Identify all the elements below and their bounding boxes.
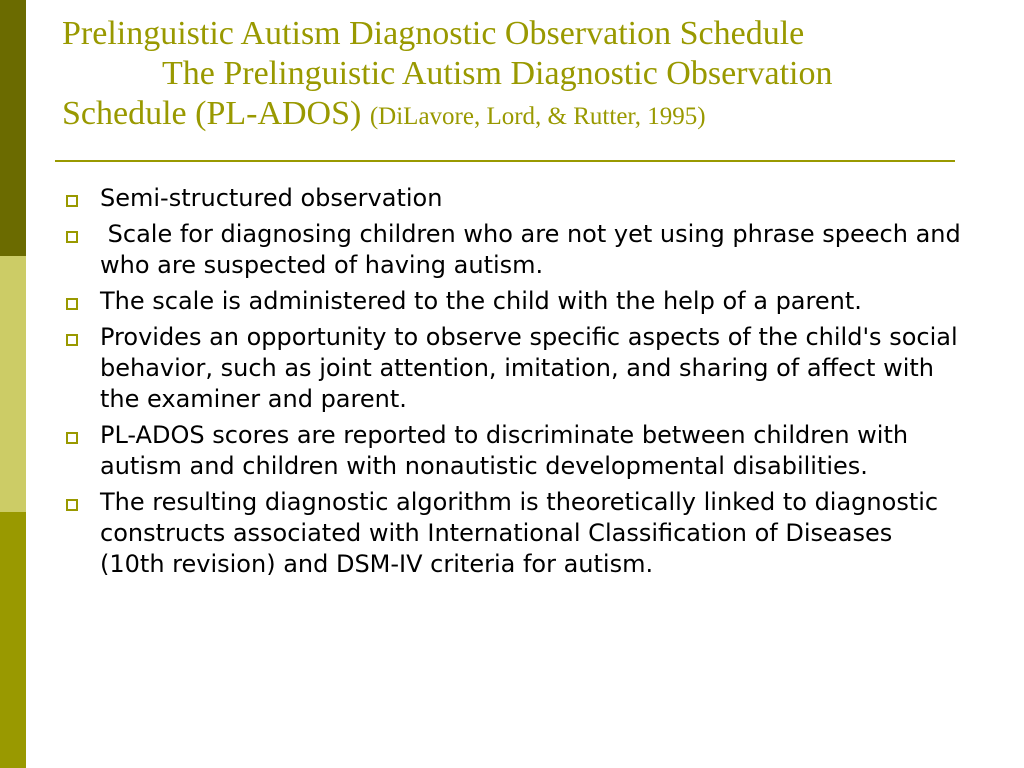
- bullet-item: [62, 286, 962, 317]
- bullet-item: [62, 420, 962, 482]
- hollow-square-icon: [66, 499, 78, 511]
- bullet-item: [62, 322, 966, 415]
- hollow-square-icon: [66, 432, 78, 444]
- bullet-text: Scale for diagnosing children who are not yet using phrase speech and who are suspected of having autism.: [100, 220, 969, 279]
- slide-title: [62, 14, 962, 137]
- hollow-square-icon: [66, 334, 78, 346]
- hollow-square-icon: [66, 231, 78, 243]
- bullet-text: The resulting diagnostic algorithm is theoretically linked to diagnostic constructs associated with International Classification of Diseases (10th revision) and DSM-IV criteria for autism.: [100, 488, 946, 578]
- bullet-item: [62, 219, 969, 281]
- title-divider: [55, 160, 955, 162]
- side-bar-bottom-segment: [0, 512, 26, 768]
- title-line-1: Prelinguistic Autism Diagnostic Observation Schedule: [62, 15, 805, 52]
- bullet-list: [62, 183, 969, 585]
- side-accent-bar: [0, 0, 26, 768]
- bullet-text: Semi-structured observation: [100, 184, 443, 212]
- title-citation: (DiLavore, Lord, & Rutter, 1995): [369, 103, 706, 130]
- bullet-item: [62, 487, 962, 580]
- bullet-text: Provides an opportunity to observe specific aspects of the child's social behavior, such as joint attention, imitation, and sharing of affect with the examiner and parent.: [100, 323, 966, 413]
- hollow-square-icon: [66, 298, 78, 310]
- title-line-2: The Prelinguistic Autism Diagnostic Observation: [162, 55, 833, 92]
- title-line-3-main: Schedule (PL-ADOS): [62, 95, 370, 132]
- bullet-text: The scale is administered to the child with the help of a parent.: [100, 287, 862, 315]
- hollow-square-icon: [66, 195, 78, 207]
- side-bar-top-segment: [0, 0, 26, 256]
- bullet-text: PL-ADOS scores are reported to discriminate between children with autism and children with nonautistic developmental disabilities.: [100, 421, 916, 480]
- side-bar-middle-segment: [0, 256, 26, 512]
- title-line-3: [62, 94, 962, 137]
- bullet-item: [62, 183, 962, 214]
